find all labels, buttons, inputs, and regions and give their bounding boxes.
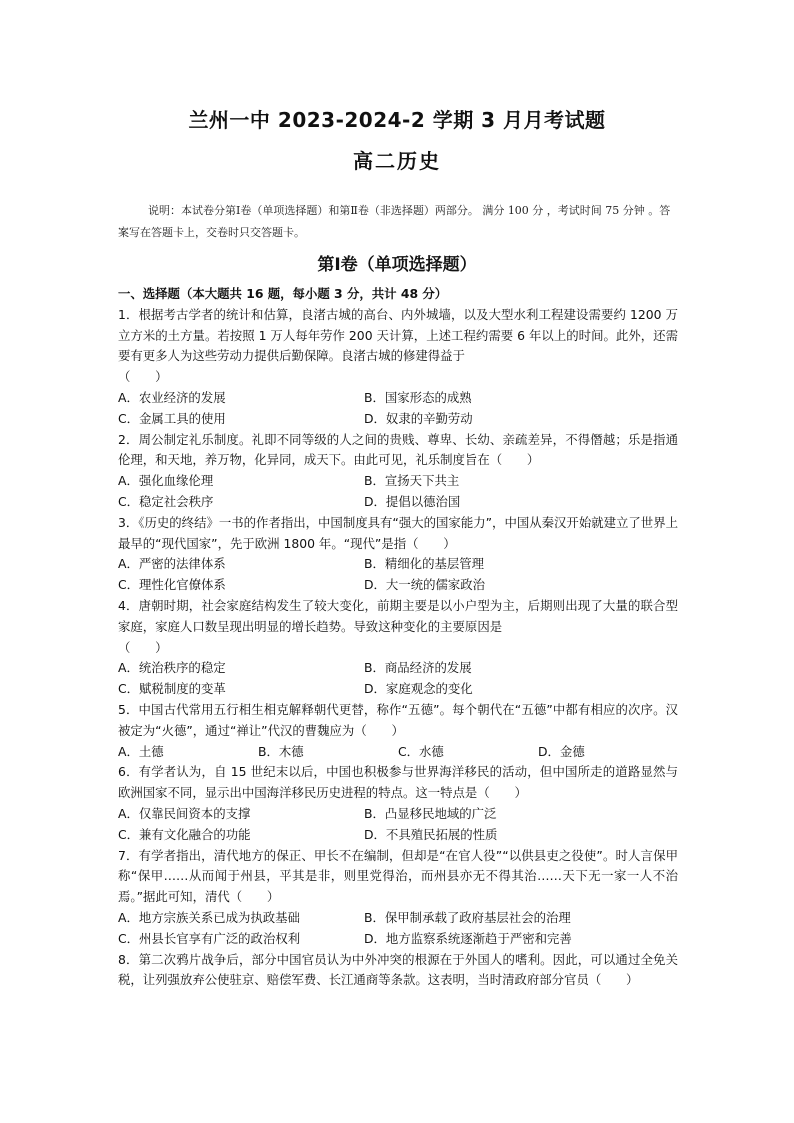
option-c: C．金属工具的使用 [118, 410, 226, 426]
option-c: C．理性化官僚体系 [118, 577, 226, 593]
question-stem: 5．中国古代常用五行相生相克解释朝代更替，称作“五德”。每个朝代在“五德”中都有相应的次序。汉被定为“火德”，通过“禅让”代汉的曹魏应为（ ） [118, 701, 678, 738]
option-a: A．仅靠民间资本的支撑 [118, 805, 251, 821]
part-one-title: 第Ⅰ卷（单项选择题） [317, 255, 477, 275]
option-a: A．严密的法律体系 [118, 556, 226, 572]
questions-area [118, 284, 678, 991]
option-d: D．地方监察系统逐渐趋于严密和完善 [364, 930, 572, 946]
question-stem: 2．周公制定礼乐制度。礼即不同等级的人之间的贵贱、尊卑、长幼、亲疏差异，不得僭越；乐是指通伦理，和天地，养万物，化异同，成天下。由此可见，礼乐制度旨在（ ） [118, 431, 678, 468]
question-2 [118, 430, 678, 513]
question-4 [118, 596, 678, 700]
question-stem: 8．第二次鸦片战争后，部分中国官员认为中外冲突的根源在于外国人的嗜利。因此，可以通过全免关税，让列强放弃公使驻京、赔偿军费、长江通商等条款。这表明，当时清政府部分官员（ ） [118, 951, 678, 988]
option-a: A．农业经济的发展 [118, 389, 226, 405]
option-d: D．不具殖民拓展的性质 [364, 826, 498, 842]
option-b: B．保甲制承载了政府基层社会的治理 [364, 909, 571, 925]
answer-blank: （ ） [118, 369, 168, 385]
question-3 [118, 513, 678, 596]
option-d: D．家庭观念的变化 [364, 681, 473, 697]
question-7 [118, 846, 678, 950]
exam-subject: 高二历史 [353, 149, 441, 173]
question-5 [118, 700, 678, 762]
option-c: C．稳定社会秩序 [118, 493, 214, 509]
question-8 [118, 950, 678, 992]
option-b: B．凸显移民地域的广泛 [364, 805, 497, 821]
answer-blank: （ ） [118, 639, 168, 655]
option-b: B．国家形态的成熟 [364, 389, 472, 405]
question-1 [118, 305, 678, 430]
question-stem: 3．《历史的终结》一书的作者指出，中国制度具有“强大的国家能力”，中国从秦汉开始就建立了世界上最早的“现代国家”，先于欧洲 1800 年。“现代”是指（ ） [118, 514, 678, 551]
exam-instructions: 说明：本试卷分第Ⅰ卷（单项选择题）和第Ⅱ卷（非选择题）两部分。 满分 100 分 ，考试时间 75 分钟 。答案写在答题卡上，交卷时只交答题卡。 [118, 204, 671, 239]
option-c: C．赋税制度的变革 [118, 681, 226, 697]
option-b: B．木德 [258, 743, 304, 759]
option-b: B．精细化的基层管理 [364, 556, 485, 572]
option-c: C．水德 [398, 743, 444, 759]
question-stem: 6．有学者认为，自 15 世纪末以后，中国也积极参与世界海洋移民的活动，但中国所走的道路显然与欧洲国家不同，显示出中国海洋移民历史进程的特点。这一特点是（ ） [118, 764, 678, 801]
option-a: A．统治秩序的稳定 [118, 660, 226, 676]
option-d: D．提倡以德治国 [364, 493, 461, 509]
option-d: D．奴隶的辛勤劳动 [364, 410, 473, 426]
option-a: A．地方宗族关系已成为执政基础 [118, 909, 300, 925]
question-6 [118, 762, 678, 845]
option-d: D．大一统的儒家政治 [364, 577, 486, 593]
option-d: D．金德 [538, 743, 585, 759]
option-a: A．强化血缘伦理 [118, 473, 214, 489]
question-stem: 4．唐朝时期，社会家庭结构发生了较大变化，前期主要是以小户型为主，后期则出现了大量的联合型家庭，家庭人口数呈现出明显的增长趋势。导致这种变化的主要原因是 [118, 597, 678, 634]
option-c: C．兼有文化融合的功能 [118, 826, 251, 842]
exam-title: 兰州一中 2023-2024-2 学期 3 月月考试题 [188, 108, 606, 132]
question-stem: 1．根据考古学者的统计和估算，良渚古城的高台、内外城墙，以及大型水利工程建设需要约 1200 万立方米的土方量。若按照 1 万人每年劳作 200 天计算，上述工程约需要 6 年以上的时间。此外，还需要有更多人为这些劳动力提供后勤保障。良渚古城的修建得益于 [118, 306, 678, 364]
option-a: A．土德 [118, 743, 164, 759]
section-heading: 一、选择题（本大题共 16 题，每小题 3 分，共计 48 分） [118, 286, 448, 301]
option-c: C．州县长官享有广泛的政治权利 [118, 930, 301, 946]
question-stem: 7．有学者指出，清代地方的保正、甲长不在编制，但却是“在官人役”“以供县吏之役使”。时人言保甲称“保甲……从而闻于州县，平其是非，则里党得治，而州县亦无不得其治……天下无一家一人不治焉。”据此可知，清代（ ） [118, 847, 678, 905]
option-b: B．商品经济的发展 [364, 660, 472, 676]
option-b: B．宣扬天下共主 [364, 473, 460, 489]
